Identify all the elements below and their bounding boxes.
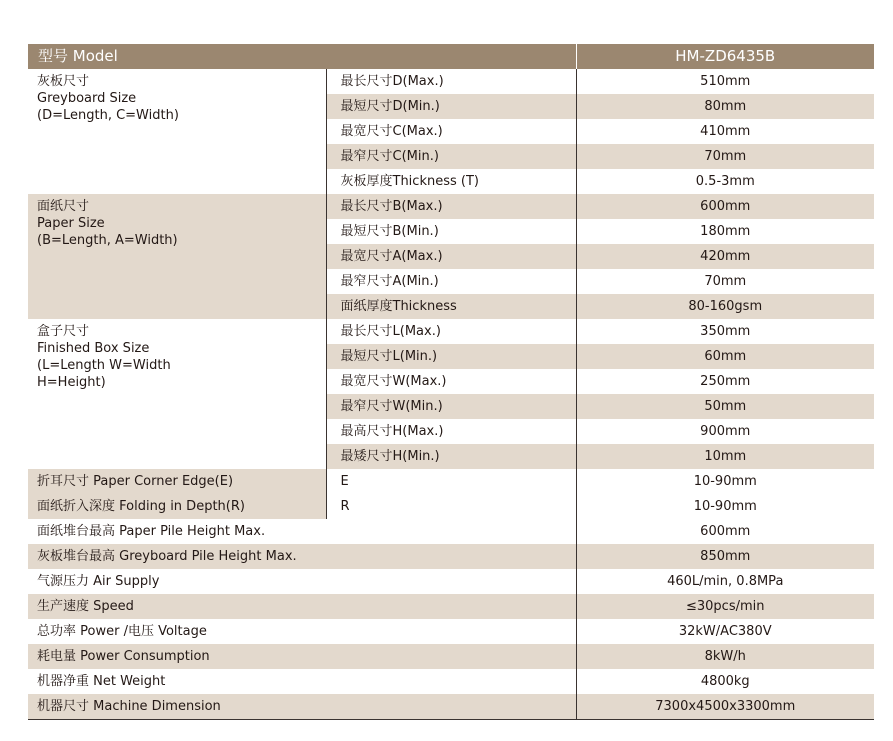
item-label: 最长尺寸D(Max.) xyxy=(326,69,576,94)
table-row xyxy=(28,519,874,544)
group-greyboard xyxy=(28,69,326,194)
group-note: (B=Length, A=Width) xyxy=(37,233,178,248)
item-value: 0.5-3mm xyxy=(576,169,874,194)
group-title-cn: 盒子尺寸 xyxy=(37,324,90,339)
item-label: 最窄尺寸C(Min.) xyxy=(326,144,576,169)
row-value: 7300x4500x3300mm xyxy=(576,694,874,720)
item-label: 最矮尺寸H(Min.) xyxy=(326,444,576,469)
item-label: 最短尺寸L(Min.) xyxy=(326,344,576,369)
item-value: 10mm xyxy=(576,444,874,469)
row-value: 600mm xyxy=(576,519,874,544)
table-row xyxy=(28,494,874,519)
table-row xyxy=(28,319,874,344)
item-label: 最宽尺寸C(Max.) xyxy=(326,119,576,144)
group-title-en: Greyboard Size xyxy=(37,91,137,106)
row-value: 850mm xyxy=(576,544,874,569)
row-label: 生产速度 Speed xyxy=(28,594,576,619)
row-value: 4800kg xyxy=(576,669,874,694)
item-value: 70mm xyxy=(576,144,874,169)
row-label: 总功率 Power /电压 Voltage xyxy=(37,624,207,639)
item-value: 60mm xyxy=(576,344,874,369)
item-label: 最短尺寸D(Min.) xyxy=(326,94,576,119)
group-title-cn: 面纸尺寸 xyxy=(37,199,90,214)
group-note: (L=Length W=Width xyxy=(37,358,171,373)
item-value: 180mm xyxy=(576,219,874,244)
item-value: 10-90mm xyxy=(576,494,874,519)
item-label: 最长尺寸L(Max.) xyxy=(326,319,576,344)
table-row xyxy=(28,69,874,94)
row-label: 机器尺寸 Machine Dimension xyxy=(28,694,576,720)
group-note-2: H=Height) xyxy=(37,375,106,390)
item-value: 50mm xyxy=(576,394,874,419)
row-label: 机器净重 Net Weight xyxy=(37,674,166,689)
row-label: 气源压力 Air Supply xyxy=(37,574,160,589)
item-label: 最高尺寸H(Max.) xyxy=(326,419,576,444)
item-value: 70mm xyxy=(576,269,874,294)
group-title-cn: 灰板尺寸 xyxy=(37,74,90,89)
spec-table xyxy=(28,44,874,720)
group-finished-box xyxy=(28,319,326,469)
item-value: 510mm xyxy=(576,69,874,94)
item-value: 900mm xyxy=(576,419,874,444)
table-header-row xyxy=(28,44,874,69)
row-label: 耗电量 Power Consumption xyxy=(28,644,576,669)
table-row xyxy=(28,619,874,644)
table-row xyxy=(28,669,874,694)
item-value: 80mm xyxy=(576,94,874,119)
row-label: 折耳尺寸 Paper Corner Edge(E) xyxy=(28,469,326,494)
table-row xyxy=(28,569,874,594)
table-row xyxy=(28,694,874,720)
row-value: 460L/min, 0.8MPa xyxy=(576,569,874,594)
table-row xyxy=(28,594,874,619)
item-label: 最宽尺寸A(Max.) xyxy=(326,244,576,269)
item-value: 600mm xyxy=(576,194,874,219)
item-label: E xyxy=(326,469,576,494)
item-label: R xyxy=(326,494,576,519)
item-value: 250mm xyxy=(576,369,874,394)
item-value: 350mm xyxy=(576,319,874,344)
item-label: 最窄尺寸A(Min.) xyxy=(326,269,576,294)
model-value: HM-ZD6435B xyxy=(576,44,874,69)
item-label: 最短尺寸B(Min.) xyxy=(326,219,576,244)
row-label: 面纸堆台最高 Paper Pile Height Max. xyxy=(37,524,266,539)
group-note: (D=Length, C=Width) xyxy=(37,108,179,123)
table-row xyxy=(28,644,874,669)
model-label: 型号 Model xyxy=(28,44,576,69)
group-paper xyxy=(28,194,326,319)
row-value: 8kW/h xyxy=(576,644,874,669)
row-value: 32kW/AC380V xyxy=(576,619,874,644)
row-value: ≤30pcs/min xyxy=(576,594,874,619)
table-row xyxy=(28,469,874,494)
item-label: 最宽尺寸W(Max.) xyxy=(326,369,576,394)
item-label: 灰板厚度Thickness (T) xyxy=(326,169,576,194)
row-label: 灰板堆台最高 Greyboard Pile Height Max. xyxy=(28,544,576,569)
table-row xyxy=(28,194,874,219)
group-title-en: Paper Size xyxy=(37,216,105,231)
item-label: 最窄尺寸W(Min.) xyxy=(326,394,576,419)
item-value: 10-90mm xyxy=(576,469,874,494)
table-row xyxy=(28,544,874,569)
group-title-en: Finished Box Size xyxy=(37,341,150,356)
item-value: 420mm xyxy=(576,244,874,269)
row-label: 面纸折入深度 Folding in Depth(R) xyxy=(28,494,326,519)
item-label: 面纸厚度Thickness xyxy=(326,294,576,319)
item-label: 最长尺寸B(Max.) xyxy=(326,194,576,219)
item-value: 80-160gsm xyxy=(576,294,874,319)
item-value: 410mm xyxy=(576,119,874,144)
